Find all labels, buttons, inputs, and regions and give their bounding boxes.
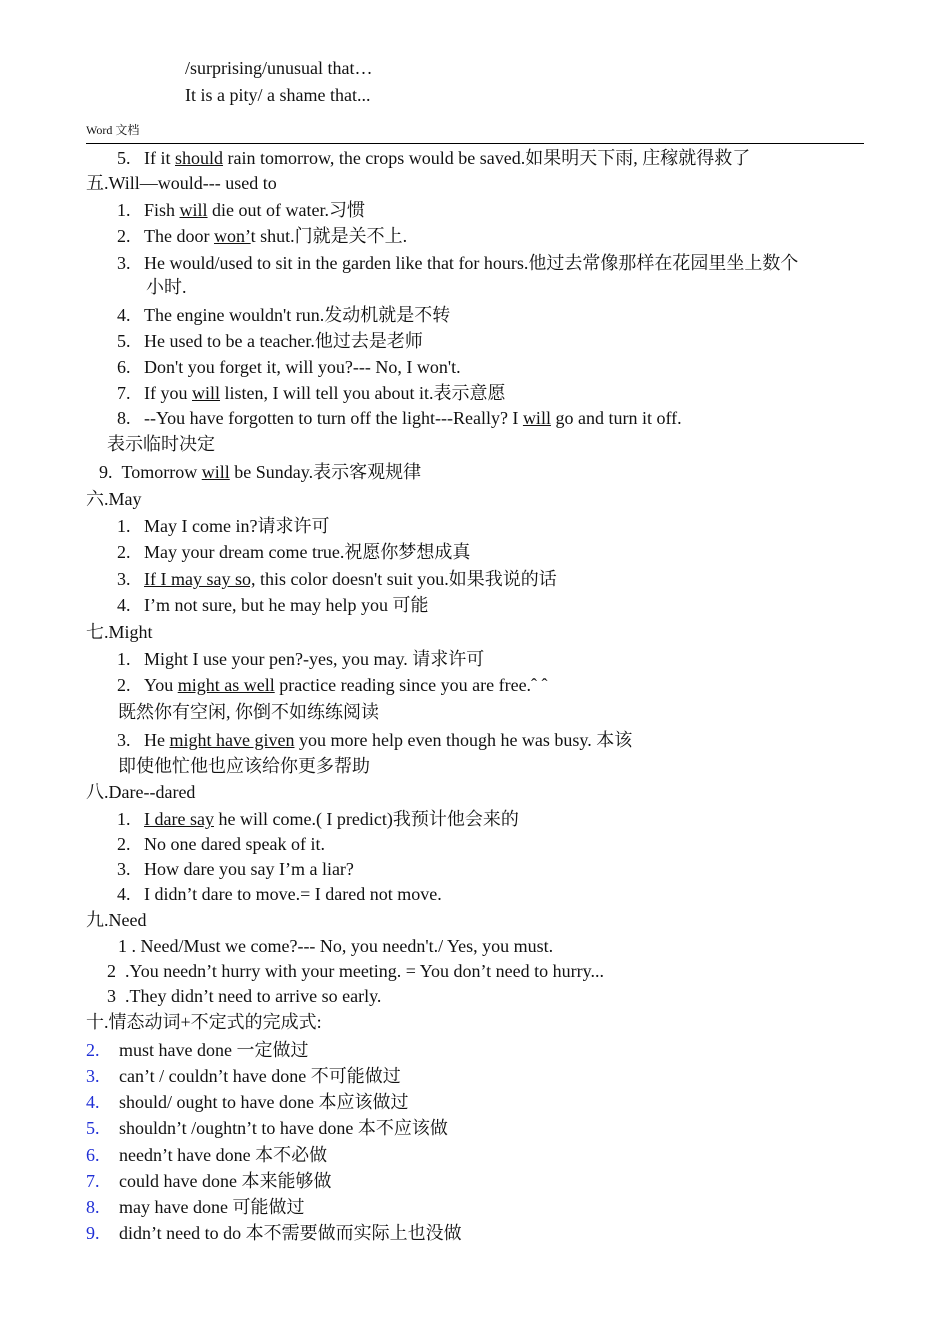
continuation-line-1: /surprising/unusual that… (185, 58, 373, 78)
item-continuation: 表示临时决定 (107, 434, 215, 454)
list-item (117, 407, 682, 429)
item-text: The door (144, 226, 214, 246)
item-number: 2 (107, 961, 116, 981)
item-text: The engine wouldn't run.发动机就是不转 (144, 305, 451, 325)
item-number: 8. (86, 1197, 100, 1217)
list-item (86, 1196, 304, 1218)
item-number: 3. (117, 253, 131, 273)
item-number: 3. (86, 1066, 100, 1086)
item-text: he will come.( I predict)我预计他会来的 (213, 809, 519, 829)
item-number: 3. (117, 730, 131, 750)
list-item (117, 883, 442, 905)
item-continuation: 即使他忙他也应该给你更多帮助 (118, 756, 370, 776)
item-text: rain tomorrow, the crops would be saved.如果明天下雨, 庄稼就得救了 (223, 148, 751, 168)
item-text: .They didn’t need to arrive so early. (120, 986, 382, 1006)
item-text: Fish (144, 200, 180, 220)
item-number: 6. (86, 1145, 100, 1165)
list-item (117, 648, 484, 670)
list-item (117, 594, 428, 616)
item-number: 3 (107, 986, 116, 1006)
list-item (117, 808, 519, 830)
underlined-term: should (175, 148, 224, 168)
item-text: . Need/Must we come?--- No, you needn't./ Yes, you must. (131, 936, 554, 956)
list-item (117, 541, 470, 563)
item-number: 2. (117, 542, 131, 562)
list-item (86, 1144, 327, 1166)
item-text: could have done 本来能够做 (119, 1171, 332, 1191)
item-number: 1. (117, 809, 131, 829)
item-number: 7. (86, 1171, 100, 1191)
list-item (117, 147, 750, 169)
list-item (117, 729, 632, 751)
list-item (117, 515, 329, 537)
item-continuation: 小时. (146, 277, 187, 297)
section-heading-perfect-infinitive: 十.情态动词+不定式的完成式: (86, 1012, 322, 1032)
item-text: I’m not sure, but he may help you 可能 (144, 595, 429, 615)
item-text: die out of water.习惯 (207, 200, 366, 220)
continuation-line-2: It is a pity/ a shame that... (185, 85, 371, 105)
item-text: If it (144, 148, 175, 168)
list-item (117, 382, 506, 404)
list-item (86, 1222, 462, 1244)
underlined-term: If I may say so, (144, 569, 256, 589)
section-heading-may: 六.May (86, 489, 142, 509)
item-text: didn’t need to do 本不需要做而实际上也没做 (119, 1223, 462, 1243)
item-text: may have done 可能做过 (119, 1197, 305, 1217)
item-number: 5. (117, 148, 131, 168)
item-number: 8. (117, 408, 131, 428)
item-text: practice reading since you are free.ˆ ˆ (274, 675, 548, 695)
underlined-term: might have given (169, 730, 295, 750)
item-number: 2. (86, 1040, 100, 1060)
item-text: I didn’t dare to move.= I dared not move. (144, 884, 442, 904)
item-number: 1. (117, 516, 131, 536)
item-number: 9. (86, 1223, 100, 1243)
item-text: can’t / couldn’t have done 不可能做过 (119, 1066, 401, 1086)
underlined-term: will (201, 462, 230, 482)
item-number: 7. (117, 383, 131, 403)
item-text: you more help even though he was busy. 本该 (294, 730, 633, 750)
list-item (86, 1170, 331, 1192)
item-text: should/ ought to have done 本应该做过 (119, 1092, 409, 1112)
item-text: He used to be a teacher.他过去是老师 (144, 331, 423, 351)
list-item (117, 330, 423, 352)
item-text: He (144, 730, 170, 750)
list-item (86, 1039, 308, 1061)
underlined-term: will (522, 408, 551, 428)
underlined-term: will (179, 200, 208, 220)
list-item (117, 225, 407, 247)
list-item (117, 858, 354, 880)
item-number: 1. (117, 200, 131, 220)
list-item (107, 960, 604, 982)
item-text: May I come in?请求许可 (144, 516, 330, 536)
item-number: 4. (117, 305, 131, 325)
item-number: 2. (117, 834, 131, 854)
item-number: 2. (117, 675, 131, 695)
item-text: .You needn’t hurry with your meeting. = You don’t need to hurry... (120, 961, 604, 981)
item-text: He would/used to sit in the garden like that for hours.他过去常像那样在花园里坐上数个 (144, 253, 799, 273)
section-heading-dare: 八.Dare--dared (86, 782, 196, 802)
item-number: 4. (86, 1092, 100, 1112)
header-divider (86, 143, 864, 144)
item-text: listen, I will tell you about it.表示意愿 (220, 383, 506, 403)
item-text: shouldn’t /oughtn’t to have done 本不应该做 (119, 1118, 448, 1138)
list-item (86, 1117, 448, 1139)
item-number: 4. (117, 884, 131, 904)
list-item (99, 461, 421, 483)
item-continuation: 既然你有空闲, 你倒不如练练阅读 (118, 702, 379, 722)
item-text: go and turn it off. (550, 408, 682, 428)
list-item (117, 568, 557, 590)
item-text: --You have forgotten to turn off the light---Really? I (144, 408, 523, 428)
item-text: Don't you forget it, will you?--- No, I won't. (144, 357, 461, 377)
underlined-term: I dare say (144, 809, 214, 829)
list-item (117, 252, 798, 274)
item-number: 1. (117, 649, 131, 669)
list-item (118, 935, 553, 957)
section-heading-will: 五.Will—would--- used to (86, 173, 277, 193)
item-text: be Sunday.表示客观规律 (229, 462, 422, 482)
item-number: 5. (86, 1118, 100, 1138)
item-text: needn’t have done 本不必做 (119, 1145, 328, 1165)
list-item (117, 833, 325, 855)
item-text: Might I use your pen?-yes, you may. 请求许可 (144, 649, 485, 669)
item-text: May your dream come true.祝愿你梦想成真 (144, 542, 471, 562)
item-number: 6. (117, 357, 131, 377)
list-item (117, 199, 365, 221)
item-text: this color doesn't suit you.如果我说的话 (255, 569, 557, 589)
item-text: t shut.门就是关不上. (250, 226, 408, 246)
item-text: If you (144, 383, 192, 403)
item-number: 1 (118, 936, 127, 956)
list-item (117, 674, 548, 696)
list-item (86, 1091, 408, 1113)
underlined-term: might as well (177, 675, 275, 695)
item-number: 2. (117, 226, 131, 246)
list-item (117, 356, 461, 378)
section-heading-might: 七.Might (86, 622, 153, 642)
item-text: Tomorrow (121, 462, 202, 482)
item-number: 3. (117, 569, 131, 589)
item-number: 9. (99, 462, 113, 482)
item-number: 4. (117, 595, 131, 615)
section-heading-need: 九.Need (86, 910, 147, 930)
item-text: No one dared speak of it. (144, 834, 325, 854)
item-text: must have done 一定做过 (119, 1040, 309, 1060)
item-number: 5. (117, 331, 131, 351)
list-item (117, 304, 450, 326)
underlined-term: won’ (213, 226, 251, 246)
list-item (86, 1065, 401, 1087)
item-number: 3. (117, 859, 131, 879)
item-text: You (144, 675, 178, 695)
document-header-label: Word 文档 (86, 123, 140, 137)
underlined-term: will (192, 383, 221, 403)
list-item (107, 985, 381, 1007)
item-text: How dare you say I’m a liar? (144, 859, 354, 879)
